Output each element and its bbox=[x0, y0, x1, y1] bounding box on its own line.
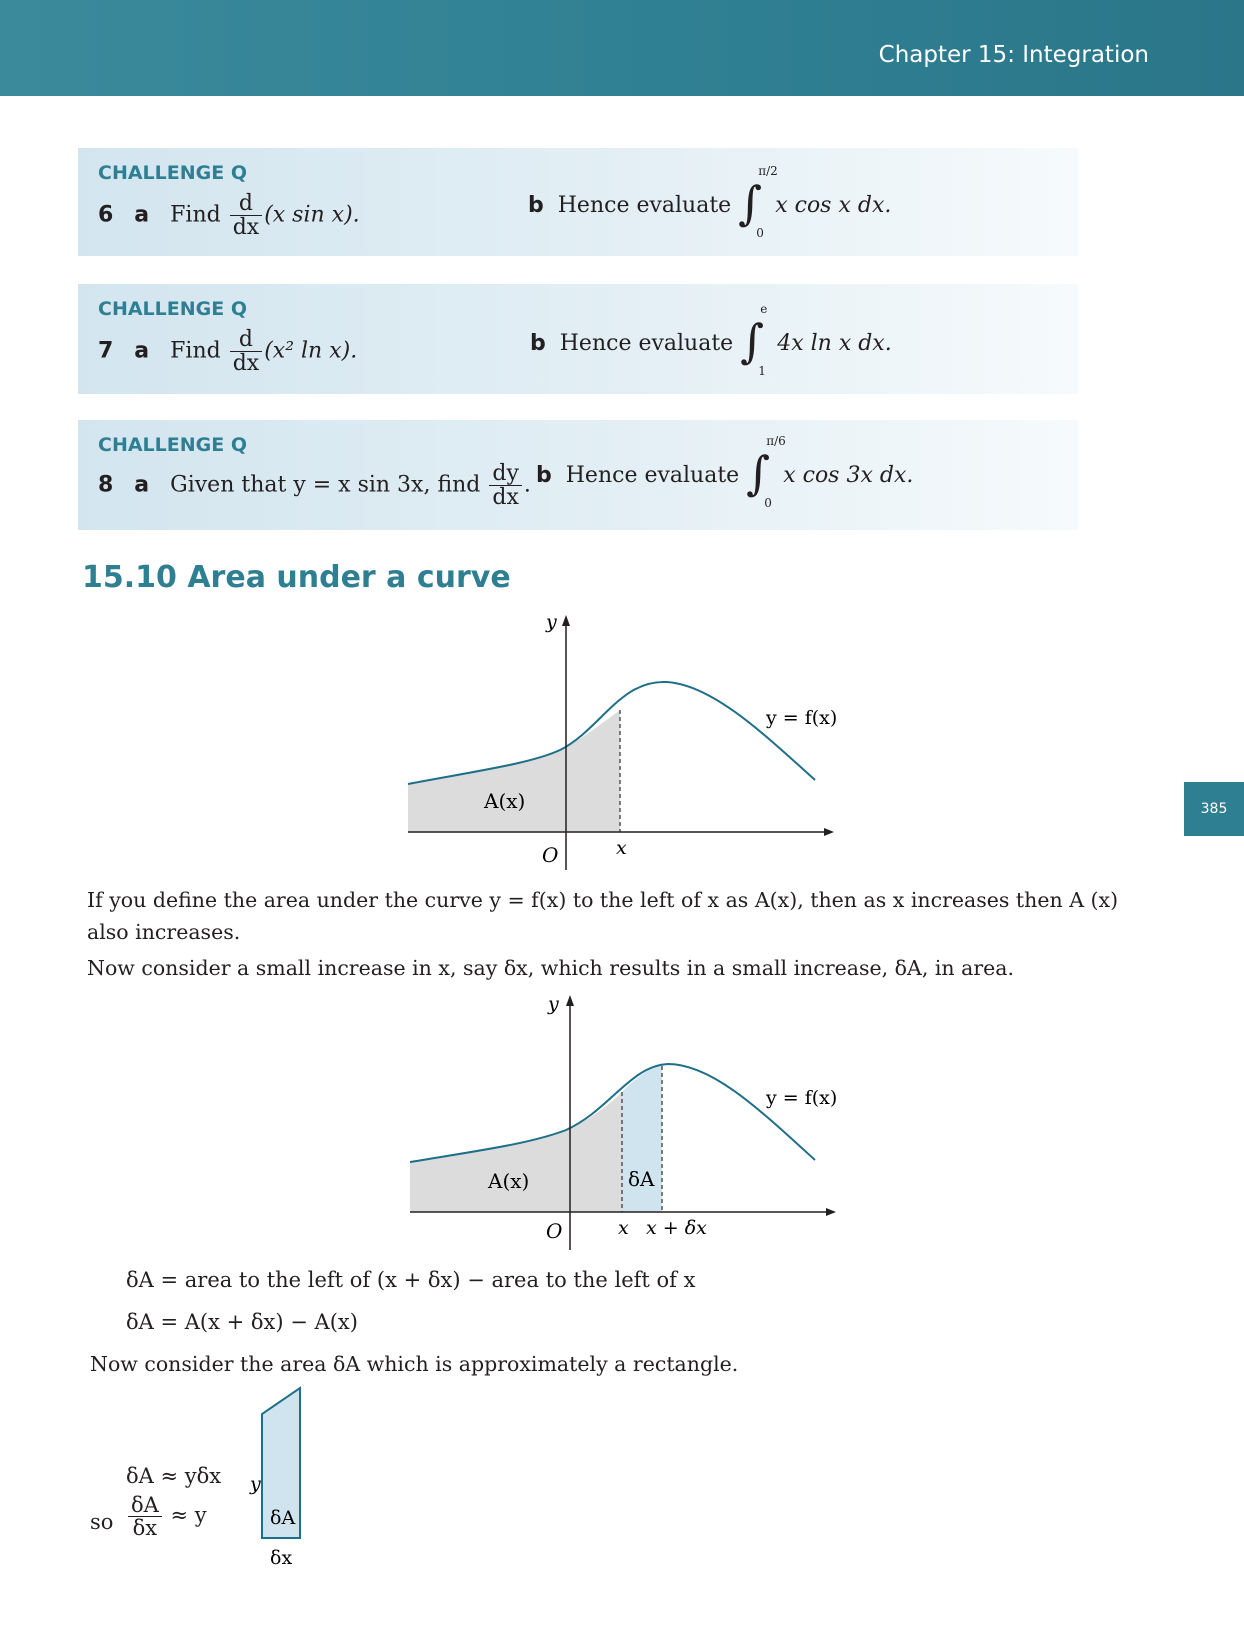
strip-label: δA bbox=[628, 1167, 655, 1191]
part-b-text: Hence evaluate bbox=[557, 193, 732, 218]
part-b-marker: b bbox=[536, 463, 552, 488]
curve-label: y = f(x) bbox=[766, 1087, 838, 1109]
part-b-marker: b bbox=[530, 331, 546, 356]
y-axis-label: y bbox=[548, 993, 559, 1015]
derivative-fraction: $\frac{d}{dx}$ bbox=[230, 328, 263, 375]
integrand: 4x ln x dx. bbox=[777, 331, 892, 356]
integrand: x cos 3x dx. bbox=[783, 463, 914, 488]
x-mark-label: x bbox=[618, 1217, 629, 1239]
integral-sign: ∫ e 1 bbox=[740, 302, 768, 378]
equation-1: δA = area to the left of (x + δx) − area to the left of x bbox=[126, 1268, 696, 1292]
paragraph-line-1: If you define the area under the curve y = f(x) to the left of x as A(x), then as x increases then A (x) bbox=[87, 888, 1119, 912]
area-label: A(x) bbox=[488, 1169, 530, 1193]
part-a-expression: (x² ln x). bbox=[264, 338, 358, 364]
challenge-label: CHALLENGE Q bbox=[98, 298, 247, 320]
part-a-text: Given that y = x sin 3x, find bbox=[170, 472, 481, 498]
part-b-marker: b bbox=[528, 193, 544, 218]
page-number: 385 bbox=[1184, 782, 1244, 836]
equation-2: δA = A(x + δx) − A(x) bbox=[126, 1310, 358, 1334]
part-b-text: Hence evaluate bbox=[565, 463, 740, 488]
origin-label: O bbox=[542, 843, 559, 867]
paragraph-line-3: Now consider a small increase in x, say δx, which results in a small increase, δA, in area. bbox=[87, 956, 1015, 980]
so-label: so bbox=[90, 1510, 114, 1534]
part-a-marker: a bbox=[134, 202, 150, 228]
challenge-label: CHALLENGE Q bbox=[98, 162, 247, 184]
area-label: A(x) bbox=[484, 789, 526, 813]
challenge-label: CHALLENGE Q bbox=[98, 434, 247, 456]
question-number: 6 bbox=[98, 202, 114, 228]
part-a-expression: . bbox=[523, 472, 531, 498]
integrand: x cos x dx. bbox=[775, 193, 892, 218]
part-a-expression: (x sin x). bbox=[264, 202, 360, 228]
integral-sign: ∫ π/2 0 bbox=[738, 164, 778, 240]
ratio-approx: ≈ y bbox=[170, 1503, 207, 1528]
part-a-marker: a bbox=[134, 472, 150, 498]
equation-3: δA ≈ yδx bbox=[126, 1464, 222, 1488]
paragraph-line-4: Now consider the area δA which is approximately a rectangle. bbox=[90, 1352, 739, 1376]
curve-label: y = f(x) bbox=[766, 707, 838, 729]
paragraph-line-2: also increases. bbox=[87, 920, 241, 944]
integral-sign: ∫ π/6 0 bbox=[746, 434, 786, 510]
part-b-text: Hence evaluate bbox=[559, 331, 734, 356]
chapter-title: Chapter 15: Integration bbox=[878, 42, 1149, 68]
question-number: 7 bbox=[98, 338, 114, 364]
ratio-fraction: $\frac{\delta A}{\delta x}$ bbox=[128, 1494, 162, 1539]
derivative-fraction: $\frac{dy}{dx}$ bbox=[489, 462, 522, 509]
section-heading: 15.10 Area under a curve bbox=[82, 560, 511, 595]
rect-inner-label: δA bbox=[270, 1507, 296, 1529]
y-axis-label: y bbox=[546, 611, 557, 633]
part-a-text: Find bbox=[170, 338, 221, 364]
question-number: 8 bbox=[98, 472, 114, 498]
rect-bottom-label: δx bbox=[270, 1547, 293, 1569]
origin-label: O bbox=[546, 1219, 563, 1243]
part-a-text: Find bbox=[170, 202, 221, 228]
x-mark-label: x bbox=[616, 837, 627, 859]
part-a-marker: a bbox=[134, 338, 150, 364]
x-plus-dx-label: x + δx bbox=[646, 1217, 707, 1239]
rect-side-label: y bbox=[250, 1473, 261, 1495]
derivative-fraction: $\frac{d}{dx}$ bbox=[230, 192, 263, 239]
